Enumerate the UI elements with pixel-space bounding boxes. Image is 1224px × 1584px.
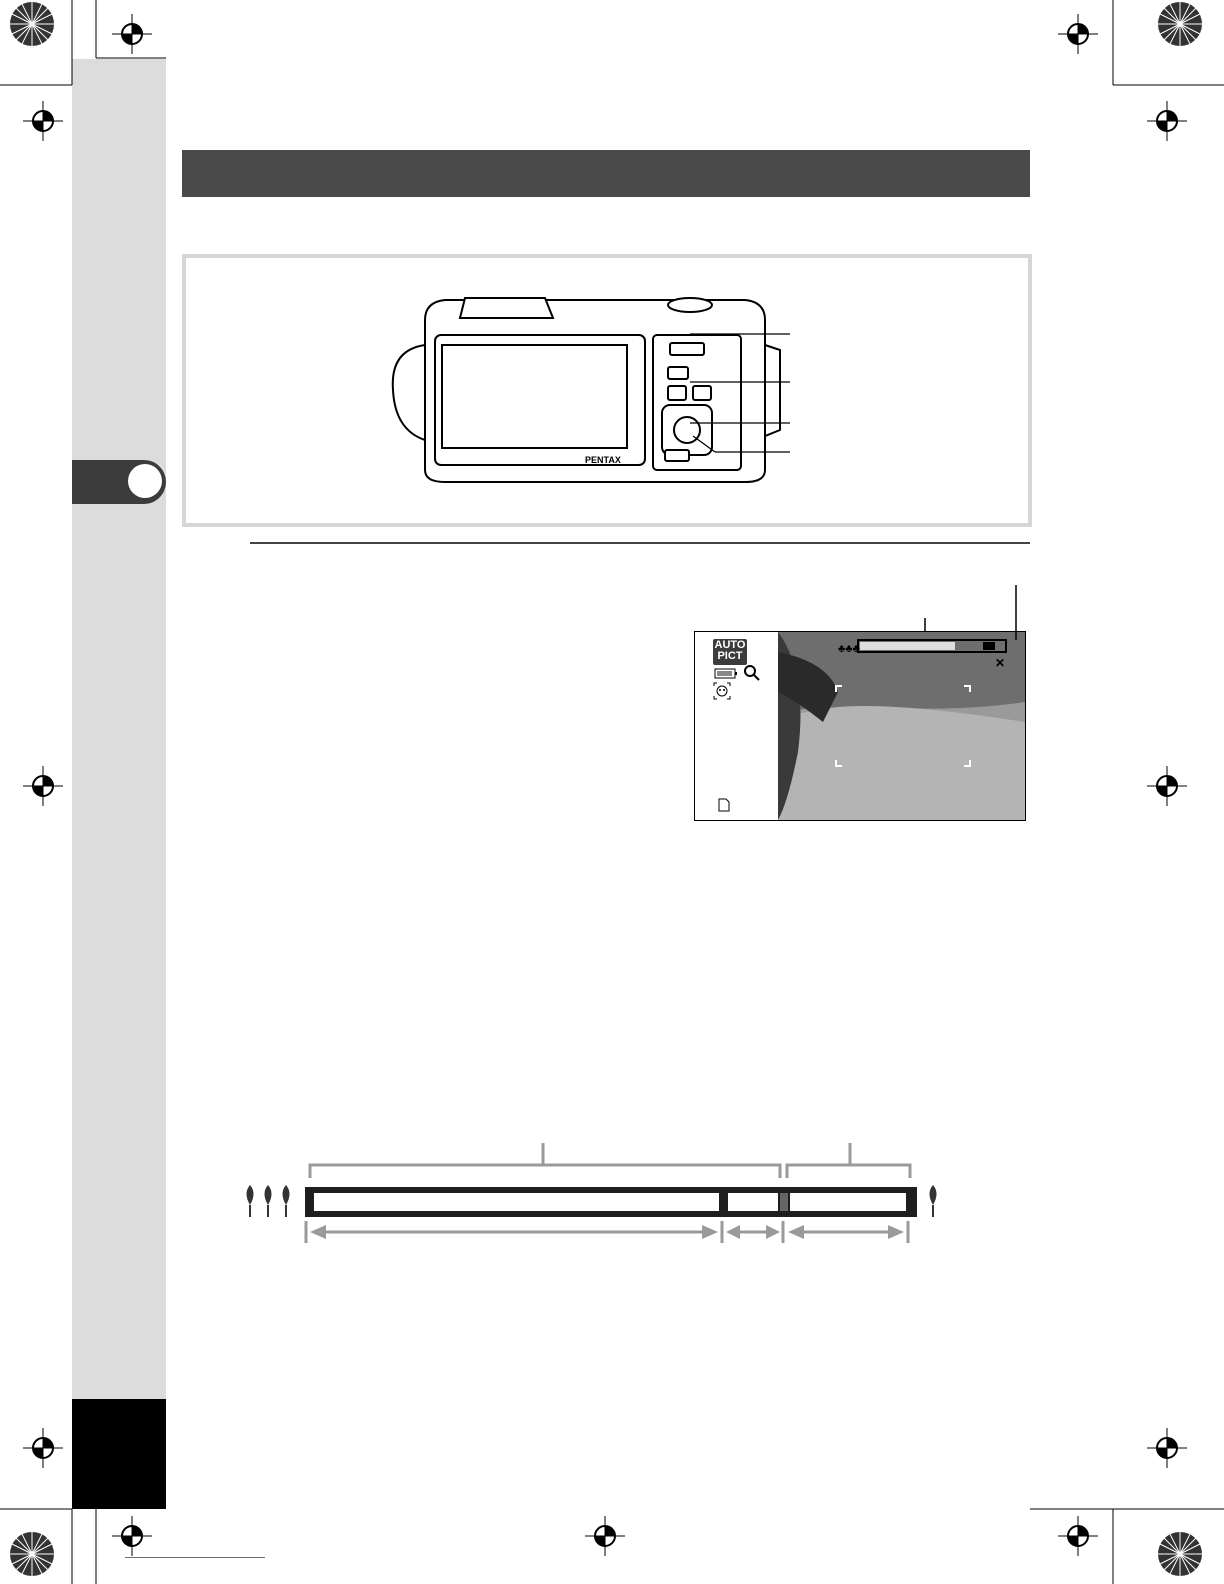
memory-card-icon xyxy=(717,797,731,813)
lcd-callout-lines xyxy=(900,580,1030,640)
zoom-bar-diagram xyxy=(240,1135,960,1250)
camera-brand-label: PENTAX xyxy=(585,455,621,465)
section-title-bar xyxy=(182,150,1030,197)
registration-mark-icon xyxy=(585,1516,625,1556)
registration-mark-icon xyxy=(23,766,63,806)
sunburst-icon xyxy=(8,0,56,48)
registration-mark-icon xyxy=(1147,1428,1187,1468)
sunburst-icon xyxy=(1156,0,1204,48)
lcd-screen xyxy=(694,631,1026,821)
lcd-status-panel xyxy=(695,632,779,820)
camera-back-illustration xyxy=(385,290,805,490)
registration-mark-icon xyxy=(1058,1516,1098,1556)
registration-mark-icon xyxy=(112,1516,152,1556)
lcd-photo xyxy=(778,632,1025,820)
auto-pict-badge: AUTO PICT xyxy=(713,639,747,665)
sunburst-icon xyxy=(1156,1530,1204,1578)
face-detect-icon xyxy=(713,682,731,700)
registration-mark-icon xyxy=(1147,101,1187,141)
tree-icon: ♣♣♣ xyxy=(838,643,860,655)
close-x-icon: ✕ xyxy=(995,656,1006,670)
sunburst-icon xyxy=(8,1530,56,1578)
footer-link-underline xyxy=(125,1557,265,1558)
registration-mark-icon xyxy=(1058,14,1098,54)
registration-mark-icon xyxy=(23,101,63,141)
registration-mark-icon xyxy=(23,1428,63,1468)
registration-mark-icon xyxy=(1147,766,1187,806)
registration-mark-icon xyxy=(112,14,152,54)
section-divider xyxy=(250,542,1030,544)
magnifier-icon xyxy=(743,664,761,682)
